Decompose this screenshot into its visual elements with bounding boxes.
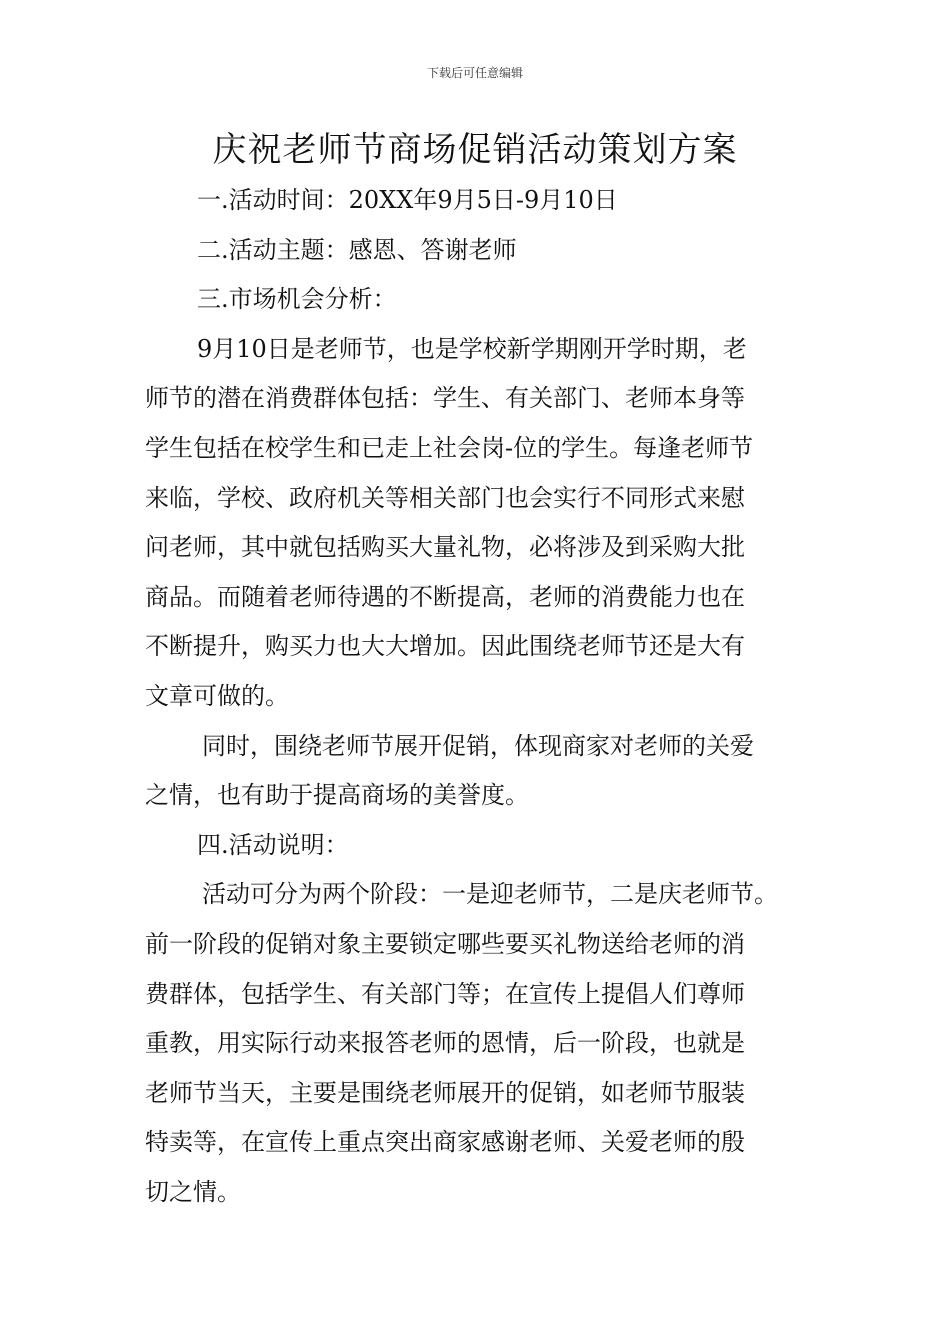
paragraph-line: 费群体，包括学生、有关部门等；在宣传上提倡人们尊师 xyxy=(145,979,745,1008)
section-heading-theme: 二.活动主题：感恩、答谢老师 xyxy=(197,235,517,264)
paragraph-line: 9月10日是老师节，也是学校新学期刚开学时期，老 xyxy=(197,334,747,363)
paragraph-line: 老师节当天，主要是围绕老师展开的促销，如老师节服装 xyxy=(145,1078,745,1107)
paragraph-line: 特卖等，在宣传上重点突出商家感谢老师、关爱老师的殷 xyxy=(145,1128,745,1157)
paragraph-line: 之情，也有助于提高商场的美誉度。 xyxy=(145,781,529,810)
paragraph-line: 师节的潜在消费群体包括：学生、有关部门、老师本身等 xyxy=(145,384,745,413)
paragraph-line: 问老师，其中就包括购买大量礼物，必将涉及到采购大批 xyxy=(145,533,745,562)
paragraph-line: 前一阶段的促销对象主要锁定哪些要买礼物送给老师的消 xyxy=(145,929,745,958)
section-heading-description: 四.活动说明： xyxy=(197,830,349,859)
paragraph-line: 重教，用实际行动来报答老师的恩情，后一阶段，也就是 xyxy=(145,1029,745,1058)
section-heading-market: 三.市场机会分析： xyxy=(197,285,397,314)
section-heading-time: 一.活动时间：20XX年9月5日-9月10日 xyxy=(197,186,618,214)
paragraph-line: 切之情。 xyxy=(145,1177,241,1206)
paragraph-line: 活动可分为两个阶段：一是迎老师节，二是庆老师节。 xyxy=(202,880,778,909)
header-note: 下载后可任意编辑 xyxy=(426,66,523,80)
document-title: 庆祝老师节商场促销活动策划方案 xyxy=(212,130,738,170)
paragraph-line: 学生包括在校学生和已走上社会岗-位的学生。每逢老师节 xyxy=(145,433,754,462)
paragraph-line: 商品。而随着老师待遇的不断提高，老师的消费能力也在 xyxy=(145,582,745,611)
paragraph-line: 不断提升，购买力也大大增加。因此围绕老师节还是大有 xyxy=(145,632,745,661)
paragraph-line: 文章可做的。 xyxy=(145,681,289,710)
paragraph-line: 同时，围绕老师节展开促销，体现商家对老师的关爱 xyxy=(202,731,754,760)
document-body xyxy=(145,176,810,1217)
paragraph-line: 来临，学校、政府机关等相关部门也会实行不同形式来慰 xyxy=(145,483,745,512)
